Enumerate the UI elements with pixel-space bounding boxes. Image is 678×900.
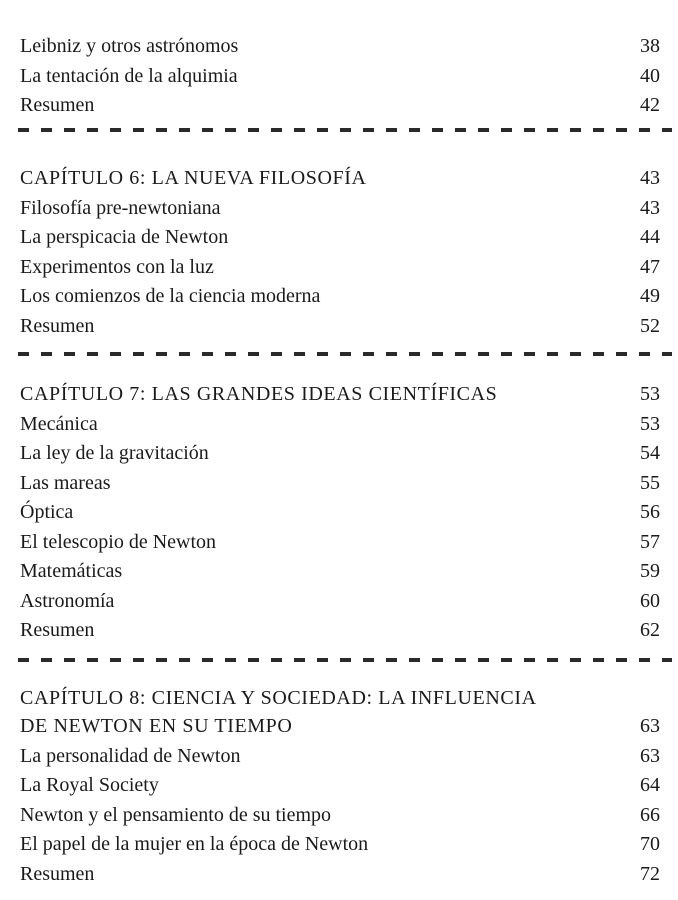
toc-chapter-heading-line-2[interactable] [20,712,660,742]
toc-entry[interactable] [20,469,660,499]
toc-entry-title: La Royal Society [20,774,159,796]
toc-entry-page: 53 [640,412,660,435]
toc-entry-page: 63 [640,744,660,767]
section-divider [18,352,672,356]
section-divider [18,128,672,132]
toc-entry-title: Óptica [20,501,74,523]
toc-entry-title: Resumen [20,862,95,885]
toc-entry-page: 70 [640,833,660,855]
toc-entry-title: El papel de la mujer en la época de Newton [20,833,369,855]
toc-entry[interactable] [20,830,660,860]
toc-entry-page: 54 [640,442,660,464]
toc-entry-title: Filosofía pre-newtoniana [20,196,221,219]
section-divider [18,658,672,662]
toc-entry-page: 56 [640,501,660,523]
toc-entry[interactable] [20,194,660,224]
toc-entry-page: 52 [640,314,660,337]
toc-entry[interactable] [20,32,660,62]
toc-entry[interactable] [20,410,660,440]
toc-entry[interactable] [20,498,660,528]
toc-entry[interactable] [20,616,660,646]
toc-entry[interactable] [20,253,660,283]
toc-section-continuation [20,32,660,121]
toc-entry[interactable] [20,282,660,312]
toc-entry[interactable] [20,439,660,469]
toc-entry-title: La ley de la gravitación [20,442,209,464]
toc-chapter-page: 63 [640,715,660,737]
toc-entry-page: 47 [640,255,660,278]
toc-chapter-title: CAPÍTULO 7: LAS GRANDES IDEAS CIENTÍFICAS [20,383,498,405]
toc-chapter-title: CAPÍTULO 6: LA NUEVA FILOSOFÍA [20,167,367,189]
toc-entry-page: 49 [640,285,660,307]
toc-entry-title: Matemáticas [20,560,123,582]
toc-entry[interactable] [20,801,660,831]
toc-section-chapter-7 [20,380,660,646]
toc-entry-page: 60 [640,589,660,612]
toc-entry-page: 43 [640,196,660,219]
toc-entry-page: 55 [640,471,660,494]
toc-entry-page: 57 [640,530,660,553]
toc-entry-title: Leibniz y otros astrónomos [20,35,239,57]
toc-entry[interactable] [20,528,660,558]
toc-entry[interactable] [20,587,660,617]
toc-entry-title: Resumen [20,94,95,116]
toc-entry-title: Las mareas [20,471,111,494]
toc-entry[interactable] [20,223,660,253]
toc-entry[interactable] [20,91,660,121]
toc-entry-title: Los comienzos de la ciencia moderna [20,285,321,307]
toc-chapter-page: 53 [640,383,660,405]
toc-entry-page: 38 [640,35,660,57]
toc-entry-page: 72 [640,862,660,885]
toc-entry-title: El telescopio de Newton [20,530,217,553]
toc-section-chapter-8 [20,684,660,889]
toc-entry-title: Astronomía [20,589,115,612]
toc-section-chapter-6 [20,164,660,341]
toc-entry-title: Resumen [20,619,95,641]
toc-entry-title: La perspicacia de Newton [20,226,229,248]
toc-entry-title: Experimentos con la luz [20,255,214,278]
toc-chapter-page: 43 [640,167,660,189]
toc-chapter-heading[interactable] [20,380,660,410]
toc-entry-page: 62 [640,619,660,641]
toc-entry[interactable] [20,62,660,92]
toc-entry-page: 40 [640,64,660,87]
toc-entry-title: La personalidad de Newton [20,744,241,767]
toc-chapter-title: CAPÍTULO 8: CIENCIA Y SOCIEDAD: LA INFLUENCIA [20,687,537,709]
toc-entry[interactable] [20,557,660,587]
toc-entry-title: La tentación de la alquimia [20,64,238,87]
toc-entry-page: 59 [640,560,660,582]
toc-entry-title: Resumen [20,314,95,337]
toc-entry-title: Newton y el pensamiento de su tiempo [20,803,332,826]
toc-chapter-heading[interactable] [20,164,660,194]
toc-entry[interactable] [20,860,660,890]
toc-entry-page: 64 [640,774,660,796]
toc-entry-title: Mecánica [20,412,98,435]
toc-entry[interactable] [20,312,660,342]
toc-entry[interactable] [20,771,660,801]
toc-chapter-title-continued: DE NEWTON EN SU TIEMPO [20,715,293,737]
toc-entry-page: 42 [640,94,660,116]
toc-chapter-heading-line-1[interactable] [20,684,660,712]
toc-entry-page: 66 [640,803,660,826]
toc-entry[interactable] [20,742,660,772]
toc-entry-page: 44 [640,226,660,248]
